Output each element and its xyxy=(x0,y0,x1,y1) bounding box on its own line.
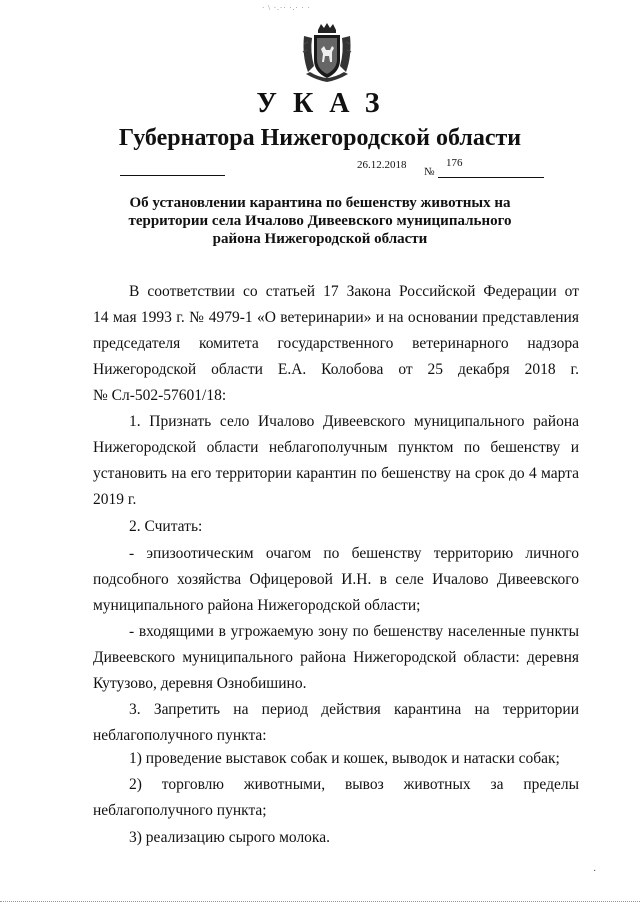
paragraph-line: неблагополучного пункта: xyxy=(93,727,267,744)
paragraph-item-2 xyxy=(93,514,579,540)
paragraph-line: Дивеевского муниципального района Нижегородской области: деревня xyxy=(93,649,579,666)
paragraph-line: В соответствии со статьей 17 Закона Российской Федерации от xyxy=(129,283,579,300)
paragraph-threatened-zone xyxy=(93,619,579,697)
paragraph-line: 1) проведение выставок собак и кошек, выводок и натаски собак; xyxy=(129,750,560,767)
paragraph-line: - входящими в угрожаемую зону по бешенству населенные пункты xyxy=(129,623,579,640)
heading-line-2: территории села Ичалово Дивеевского муниципального xyxy=(128,213,512,229)
paragraph-subitem-1 xyxy=(93,746,579,772)
document-subtitle: Губернатора Нижегородской области xyxy=(118,125,522,151)
paragraph-line: 2) торговлю животными, вывоз животных за пределы xyxy=(129,776,579,793)
paragraph-item-3 xyxy=(93,697,579,749)
document-title: УКАЗ xyxy=(256,88,396,119)
paragraph-line: муниципального района Нижегородской области; xyxy=(93,597,421,614)
paragraph-line: подсобного хозяйства Офицеровой И.Н. в селе Ичалово Дивеевского xyxy=(93,571,579,588)
paragraph-line: 3) реализацию сырого молока. xyxy=(129,829,330,846)
paragraph-line: Кутузово, деревня Ознобишино. xyxy=(93,675,307,692)
heading-line-3: района Нижегородской области xyxy=(212,231,428,247)
document-heading xyxy=(110,194,530,248)
paragraph-line: 2019 г. xyxy=(93,491,137,508)
paragraph-line: установить на его территории карантин по бешенству на срок до 4 марта xyxy=(93,465,579,482)
number-sign: № xyxy=(424,166,435,178)
paragraph-subitem-2 xyxy=(93,772,579,824)
scan-mark-corner: · xyxy=(593,866,597,877)
paragraph-preamble xyxy=(93,279,579,409)
paragraph-line: председателя комитета государственного ветеринарного надзора xyxy=(93,335,579,352)
paragraph-line: Нижегородской области неблагополучным пунктом по бешенству и xyxy=(93,439,579,456)
scan-mark: · \ ·.·· ·.· · · xyxy=(262,4,311,12)
paragraph-item-1 xyxy=(93,409,579,513)
paragraph-line: 1. Признать село Ичалово Дивеевского муниципального района xyxy=(129,413,579,430)
paragraph-subitem-3 xyxy=(93,825,579,851)
paragraph-line: неблагополучного пункта; xyxy=(93,802,267,819)
paragraph-line: 14 мая 1993 г. № 4979-1 «О ветеринарии» и на основании представления xyxy=(93,309,579,326)
document-number: 176 xyxy=(446,157,463,169)
paragraph-line: № Сл-502-57601/18: xyxy=(93,387,227,404)
paragraph-line: 3. Запретить на период действия карантина на территории xyxy=(129,701,579,718)
coat-of-arms-icon xyxy=(298,22,356,84)
number-underline xyxy=(438,177,544,178)
paragraph-epizootic-focus xyxy=(93,541,579,619)
document-date: 26.12.2018 xyxy=(357,159,407,171)
date-underline-left xyxy=(120,175,225,176)
paragraph-line: - эпизоотическим очагом по бешенству территорию личного xyxy=(129,545,579,562)
page-bottom-edge xyxy=(0,900,640,902)
paragraph-line: Нижегородской области Е.А. Колобова от 25 декабря 2018 г. xyxy=(93,361,579,378)
paragraph-line: 2. Считать: xyxy=(129,518,203,535)
heading-line-1: Об установлении карантина по бешенству животных на xyxy=(129,195,511,211)
